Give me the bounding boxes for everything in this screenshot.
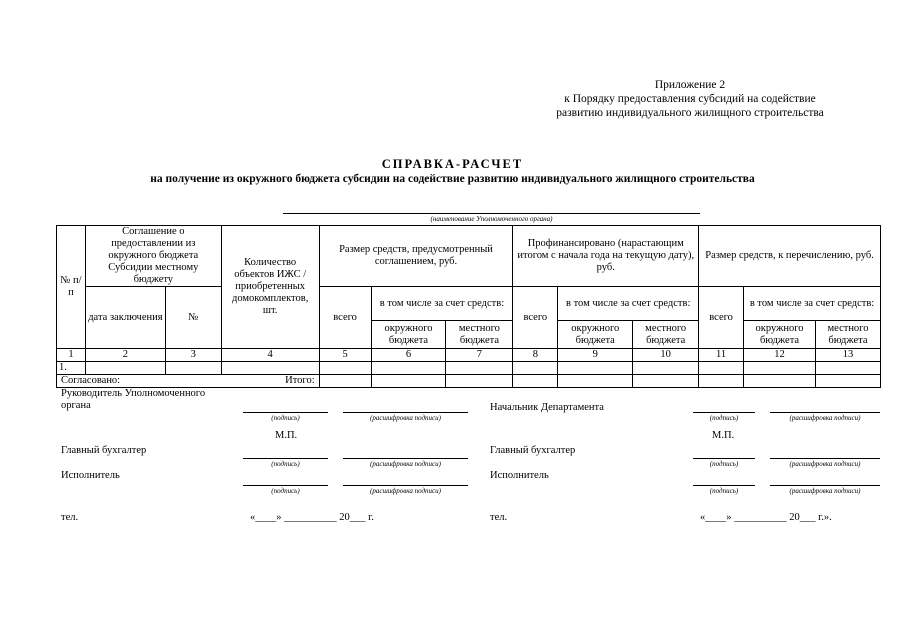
signature-line[interactable] (693, 458, 755, 459)
table-cell[interactable] (744, 362, 816, 375)
header-agreement: Соглашение о предоставлении из окружного бюджета Субсидии местному бюджету (85, 226, 221, 287)
total-cell[interactable] (815, 375, 880, 388)
signature-line[interactable] (693, 412, 755, 413)
decode-caption: (расшифровка подписи) (789, 414, 861, 422)
header-financed: Профинансировано (нарастающим итогом с начала года на текущую дату), руб. (513, 226, 699, 287)
header-financed-district: окружного бюджета (558, 321, 633, 349)
table-cell[interactable] (319, 362, 371, 375)
signature-caption: (подпись) (709, 487, 739, 495)
executor-label-right: Исполнитель (490, 470, 549, 481)
decode-line[interactable] (343, 412, 468, 413)
table-cell[interactable] (633, 362, 699, 375)
col-number: 6 (371, 349, 446, 362)
col-number: 3 (165, 349, 221, 362)
date-right: «____» __________ 20___ г.». (700, 512, 832, 523)
table-cell[interactable] (85, 362, 165, 375)
table-cell[interactable] (699, 362, 744, 375)
tel-label-left: тел. (61, 512, 79, 523)
header-financed-incl: в том числе за счет средств: (558, 287, 699, 321)
total-cell[interactable] (513, 375, 558, 388)
agreed-label: Согласовано: (61, 375, 121, 386)
header-funds-district: окружного бюджета (371, 321, 446, 349)
signature-line[interactable] (243, 485, 328, 486)
header-transfer: Размер средств, к перечислению, руб. (699, 226, 881, 287)
header-funds-incl: в том числе за счет средств: (371, 287, 513, 321)
col-number: 9 (558, 349, 633, 362)
decode-line[interactable] (770, 485, 880, 486)
decode-line[interactable] (343, 458, 468, 459)
col-number: 4 (221, 349, 319, 362)
date-left: «____» __________ 20___ г. (250, 512, 374, 523)
decode-line[interactable] (770, 458, 880, 459)
header-funds: Размер средств, предусмотренный соглашением, руб. (319, 226, 513, 287)
col-number: 10 (633, 349, 699, 362)
decode-line[interactable] (343, 485, 468, 486)
org-name-caption: (наименование Уполномоченного органа) (430, 215, 553, 223)
chief-accountant-label-right: Главный бухгалтер (490, 445, 576, 456)
total-cell[interactable] (699, 375, 744, 388)
table-row (57, 362, 881, 375)
col-number: 5 (319, 349, 371, 362)
col-number: 2 (85, 349, 165, 362)
signature-caption: (подпись) (271, 414, 300, 422)
head-org-label-1: Руководитель Уполномоченного (61, 388, 206, 399)
total-cell[interactable] (633, 375, 699, 388)
header-transfer-total: всего (699, 287, 744, 349)
stamp-place-right: М.П. (712, 430, 735, 441)
table-cell[interactable] (371, 362, 446, 375)
table-cell[interactable] (513, 362, 558, 375)
header-funds-local: местного бюджета (446, 321, 513, 349)
document-subtitle: на получение из окружного бюджета субсидии на содействие развитию индивидуального жилищного строительства (150, 173, 755, 185)
calculation-table (56, 225, 881, 388)
header-transfer-incl: в том числе за счет средств: (744, 287, 881, 321)
decode-caption: (расшифровка подписи) (370, 460, 441, 468)
col-number: 8 (513, 349, 558, 362)
header-transfer-district: окружного бюджета (744, 321, 816, 349)
column-number-row (57, 349, 881, 362)
header-financed-total: всего (513, 287, 558, 349)
table-cell[interactable] (446, 362, 513, 375)
head-org-label-2: органа (61, 400, 91, 411)
header-objects: Количество объектов ИЖС / приобретенных домокомплектов, шт. (221, 226, 319, 349)
table-cell[interactable] (815, 362, 880, 375)
header-num: № п/п (57, 226, 86, 349)
signature-line[interactable] (243, 412, 328, 413)
appendix-line-1: Приложение 2 (654, 79, 726, 91)
executor-label-left: Исполнитель (61, 470, 120, 481)
header-financed-local: местного бюджета (633, 321, 699, 349)
decode-line[interactable] (770, 412, 880, 413)
total-cell[interactable] (319, 375, 371, 388)
signature-caption: (подпись) (709, 414, 739, 422)
appendix-line-3: развитию индивидуального жилищного строительства (556, 107, 824, 119)
chief-accountant-label-left: Главный бухгалтер (61, 445, 147, 456)
stamp-place-left: М.П. (275, 430, 298, 441)
decode-caption: (расшифровка подписи) (370, 414, 441, 422)
document-title: СПРАВКА-РАСЧЕТ (381, 157, 524, 171)
signature-line[interactable] (693, 485, 755, 486)
header-agreement-date: дата заключения (85, 287, 165, 349)
total-label: Итого: (57, 375, 320, 388)
col-number: 11 (699, 349, 744, 362)
signature-line[interactable] (243, 458, 328, 459)
decode-caption: (расшифровка подписи) (789, 487, 861, 495)
col-number: 7 (446, 349, 513, 362)
total-cell[interactable] (558, 375, 633, 388)
signature-caption: (подпись) (271, 460, 300, 468)
tel-label-right: тел. (490, 512, 508, 523)
decode-caption: (расшифровка подписи) (789, 460, 861, 468)
signature-caption: (подпись) (271, 487, 300, 495)
signature-caption: (подпись) (709, 460, 739, 468)
decode-caption: (расшифровка подписи) (370, 487, 441, 495)
total-cell[interactable] (744, 375, 816, 388)
total-cell[interactable] (371, 375, 446, 388)
col-number: 12 (744, 349, 816, 362)
header-transfer-local: местного бюджета (815, 321, 880, 349)
col-number: 13 (815, 349, 880, 362)
row-number: 1. (57, 362, 86, 375)
table-cell[interactable] (165, 362, 221, 375)
appendix-line-2: к Порядку предоставления субсидий на содействие (564, 93, 816, 105)
head-dept-label: Начальник Департамента (490, 402, 604, 413)
table-cell[interactable] (221, 362, 319, 375)
header-funds-total: всего (319, 287, 371, 349)
total-cell[interactable] (446, 375, 513, 388)
table-cell[interactable] (558, 362, 633, 375)
org-name-line[interactable] (283, 213, 700, 214)
appendix-header (500, 78, 880, 120)
total-row (57, 375, 881, 388)
col-number: 1 (57, 349, 86, 362)
header-agreement-no: № (165, 287, 221, 349)
